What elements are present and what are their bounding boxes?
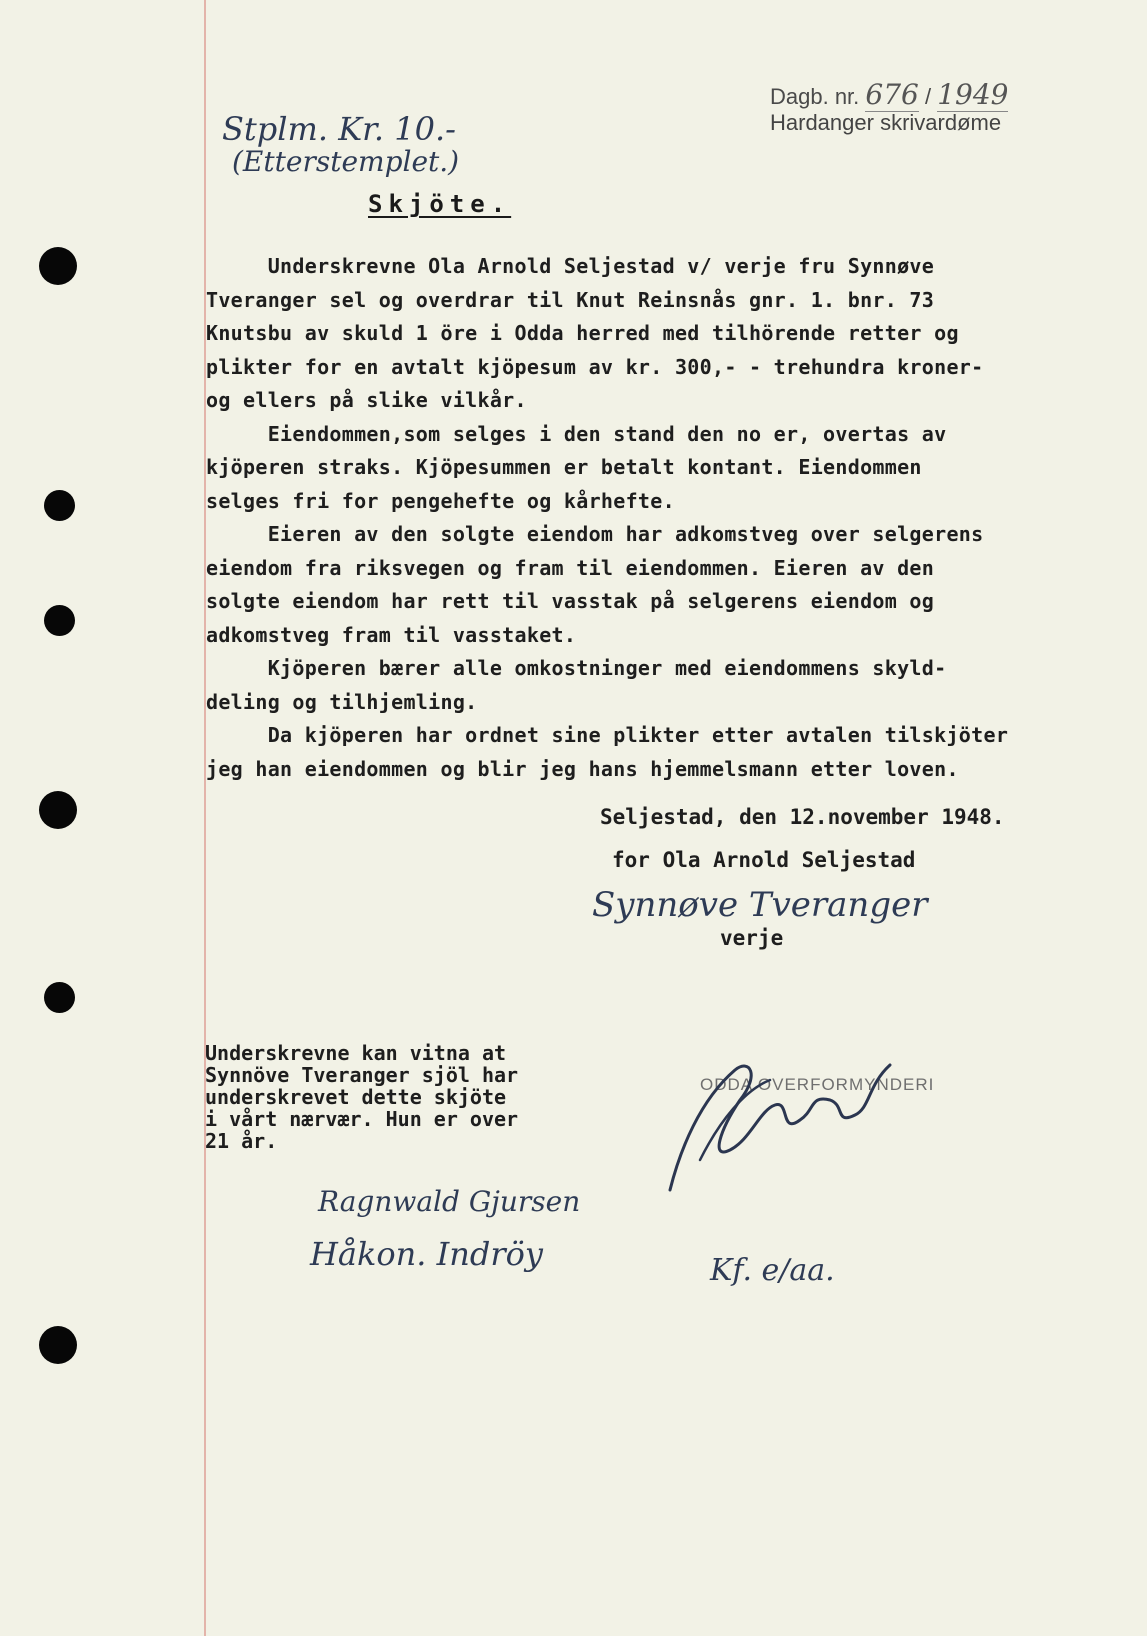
witness-signature-1: Ragnwald Gjursen bbox=[318, 1185, 581, 1218]
witness-line: Synnöve Tveranger sjöl har bbox=[205, 1063, 519, 1087]
body-line: Eieren av den solgte eiendom har adkomstveg over selgerens bbox=[206, 522, 984, 546]
stamp-fee-note-sub: (Etterstemplet.) bbox=[232, 145, 460, 178]
body-line: Eiendommen,som selges i den stand den no er, overtas av bbox=[206, 421, 947, 446]
stamp-fee-note: Stplm. Kr. 10.- bbox=[222, 110, 456, 148]
clerk-initials: Kf. e/aa. bbox=[710, 1253, 835, 1288]
body-line: deling og tilhjemling. bbox=[206, 689, 478, 714]
body-line: Tveranger sel og overdrar til Knut Reinsnås gnr. 1. bnr. 73 bbox=[206, 287, 935, 312]
punch-hole bbox=[44, 490, 75, 521]
witness-line: Underskrevne kan vitna at bbox=[205, 1041, 507, 1065]
body-line: eiendom fra riksvegen og fram til eiendommen. Eieren av den bbox=[206, 555, 935, 580]
punch-hole bbox=[44, 605, 75, 636]
body-line: solgte eiendom har rett til vasstak på selgerens eiendom og bbox=[206, 589, 935, 613]
place-and-date: Seljestad, den 12.november 1948. bbox=[600, 805, 1005, 829]
journal-entry-number: 676 bbox=[865, 78, 919, 111]
witness-signature-2: Håkon. Indröy bbox=[310, 1235, 543, 1273]
on-behalf-of: for Ola Arnold Seljestad bbox=[612, 848, 916, 872]
punch-hole bbox=[39, 791, 77, 829]
witness-line: 21 år. bbox=[205, 1129, 278, 1153]
body-line: kjöperen straks. Kjöpesummen er betalt kontant. Eiendommen bbox=[206, 455, 922, 479]
guardian-signature: Synnøve Tveranger bbox=[592, 885, 928, 925]
journal-year: 1949 bbox=[937, 78, 1009, 111]
body-line: Underskrevne Ola Arnold Seljestad v/ verje fru Synnøve bbox=[206, 254, 935, 278]
journal-number: Dagb. nr. 676 / 1949 bbox=[770, 78, 1009, 111]
body-line: plikter for en avtalt kjöpesum av kr. 300,- - trehundra kroner- bbox=[206, 354, 984, 379]
office-name: Hardanger skrivardøme bbox=[770, 110, 1002, 135]
body-line: Knutsbu av skuld 1 öre i Odda herred med tilhörende retter og bbox=[206, 321, 959, 345]
official-signature-scribble bbox=[640, 1040, 920, 1200]
witness-line: i vårt nærvær. Hun er over bbox=[205, 1107, 519, 1131]
journal-label: Dagb. nr. bbox=[770, 84, 860, 109]
punch-hole bbox=[39, 1326, 77, 1364]
margin-rule bbox=[204, 0, 206, 1636]
authority-stamp: ODDA OVERFORMYNDERI bbox=[700, 1075, 935, 1094]
deed-body bbox=[206, 250, 1086, 786]
body-line: og ellers på slike vilkår. bbox=[206, 388, 527, 412]
guardian-role-label: verje bbox=[720, 926, 784, 950]
body-line: Kjöperen bærer alle omkostninger med eiendommens skyld- bbox=[206, 656, 947, 680]
body-line: adkomstveg fram til vasstaket. bbox=[206, 622, 577, 647]
witness-line: underskrevet dette skjöte bbox=[205, 1085, 507, 1109]
body-line: jeg han eiendommen og blir jeg hans hjemmelsmann etter loven. bbox=[206, 756, 959, 781]
punch-hole bbox=[39, 247, 77, 285]
document-title: Skjöte. bbox=[368, 190, 512, 218]
body-line: selges fri for pengehefte og kårhefte. bbox=[206, 488, 675, 513]
body-line: Da kjöperen har ordnet sine plikter etter avtalen tilskjöter bbox=[206, 723, 1009, 747]
punch-hole bbox=[44, 982, 75, 1013]
witness-statement bbox=[205, 1042, 585, 1152]
